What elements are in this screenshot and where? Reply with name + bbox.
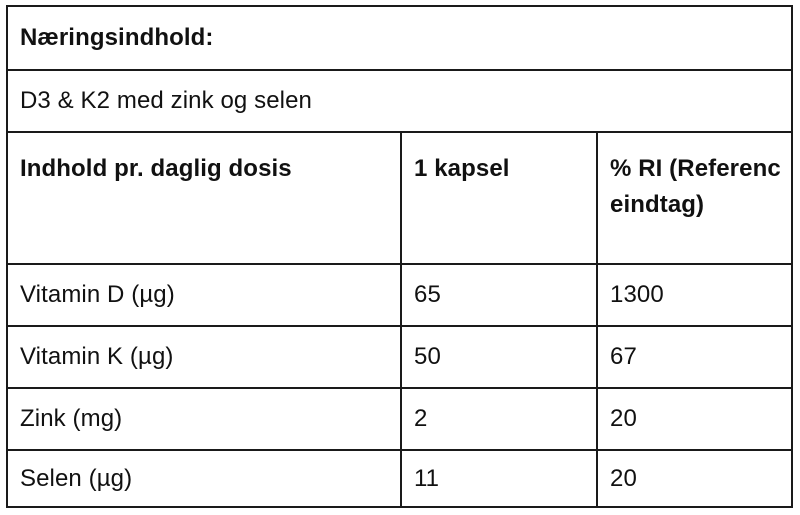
- row-ri: 20: [596, 451, 791, 506]
- row-name: Vitamin K (µg): [20, 343, 174, 370]
- header-ri-label: % RI (Referenceindtag): [610, 155, 781, 218]
- row-ri: 20: [596, 389, 791, 449]
- table-row: [8, 451, 791, 506]
- row-ri: 67: [596, 327, 791, 387]
- nutrition-table: [6, 5, 793, 508]
- header-content-label: Indhold pr. daglig dosis: [20, 155, 292, 182]
- header-row: [8, 133, 791, 265]
- table-subtitle: D3 & K2 med zink og selen: [20, 87, 312, 114]
- header-cell-content: [8, 133, 400, 263]
- table-row: [8, 327, 791, 389]
- header-cell-amount: [400, 133, 596, 263]
- row-amount: 50: [400, 327, 596, 387]
- table-row: [8, 389, 791, 451]
- row-amount: 2: [400, 389, 596, 449]
- header-cell-ri: [596, 133, 791, 263]
- row-amount: 11: [400, 451, 596, 506]
- header-amount-label: 1 kapsel: [414, 155, 510, 182]
- table-row: [8, 265, 791, 327]
- row-ri: 1300: [596, 265, 791, 325]
- row-name: Zink (mg): [20, 405, 123, 432]
- row-name: Vitamin D (µg): [20, 281, 175, 308]
- row-amount: 65: [400, 265, 596, 325]
- subtitle-row: [8, 71, 791, 133]
- title-row: [8, 7, 791, 71]
- row-name: Selen (µg): [20, 464, 133, 492]
- table-title: Næringsindhold:: [20, 24, 214, 51]
